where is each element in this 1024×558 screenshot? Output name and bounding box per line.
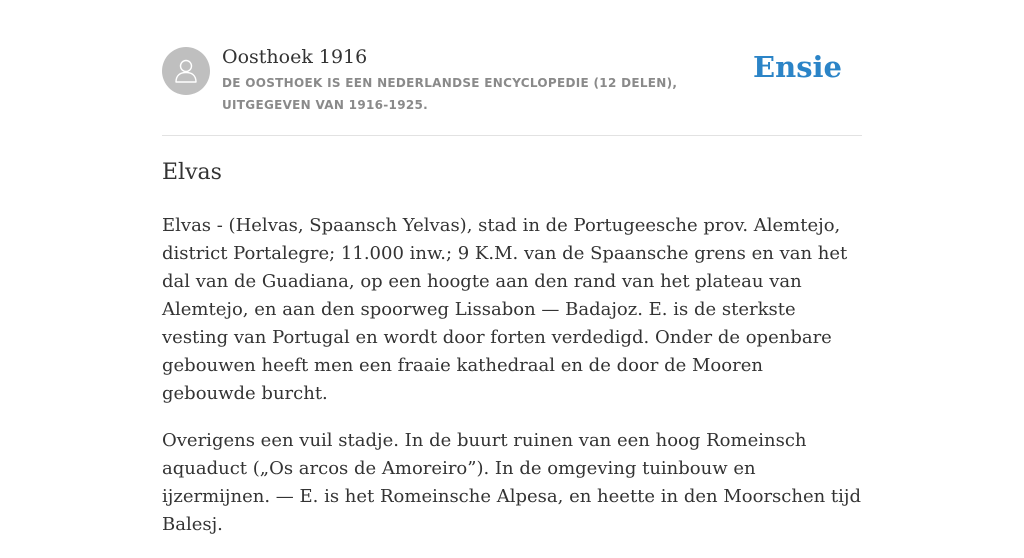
avatar[interactable] (162, 47, 210, 95)
source-title[interactable]: Oosthoek 1916 (222, 46, 368, 68)
ensie-logo-link[interactable]: Ensie (753, 50, 842, 84)
source-description: DE OOSTHOEK IS EEN NEDERLANDSE ENCYCLOPEDIE (12 DELEN), UITGEGEVEN VAN 1916-1925. (222, 76, 678, 112)
page-container (162, 0, 862, 535)
entry-title: Elvas (162, 160, 222, 185)
entry-paragraph: Elvas - (Helvas, Spaansch Yelvas), stad in de Portugeesche prov. Alemtejo, district Portalegre; 11.000 inw.; 9 K.M. van de Spaansche grens en van het dal van de Guadiana, op een hoogte aan den rand van het plateau van Alemtejo, en aan den spoorweg Lissabon — Badajoz. E. is de sterkste vesting van Portugal en wordt door forten verdedigd. Onder de openbare gebouwen heeft men een fraaie kathedraal en de door de Mooren gebouwde burcht. (162, 215, 848, 404)
user-icon (171, 56, 201, 86)
source-header (162, 0, 862, 136)
entry-body (162, 212, 862, 558)
entry-paragraph: Overigens een vuil stadje. In de buurt ruinen van een hoog Romeinsch aquaduct („Os arcos de Amoreiro”). In de omgeving tuinbouw en ijzermijnen. — E. is het Romeinsche Alpesa, en heette in den Moorschen tijd Balesj. (162, 430, 862, 535)
